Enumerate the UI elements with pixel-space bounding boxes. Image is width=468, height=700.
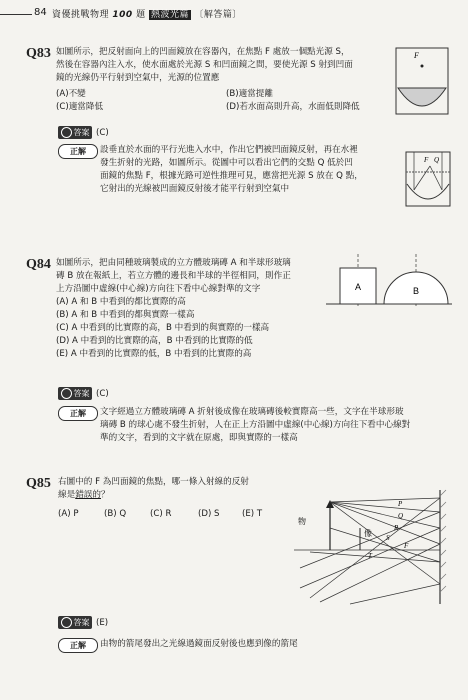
question-line: 右圖中的 F 為凹面鏡的焦點，哪一條入射線的反射	[58, 477, 249, 487]
rays	[300, 498, 440, 604]
option: (E) A 中看到的比實際的低，B 中看到的比實際的高	[56, 349, 252, 359]
option: (C)適當降低	[56, 102, 104, 112]
header-rule	[0, 14, 32, 15]
q85-figure	[290, 488, 460, 606]
book-title	[52, 7, 242, 20]
question-line: 如圖所示，把反射面向上的凹面鏡放在容器內，在焦點 F 處放一個點光源 S，	[56, 47, 350, 57]
page-number: 84	[34, 7, 47, 18]
answer-row	[58, 387, 109, 400]
option: (E) T	[242, 509, 263, 519]
question-line: 如圖所示，把由同種玻璃製成的立方體玻璃磚 A 和半球形玻璃	[56, 258, 291, 268]
ray-label-s: S	[386, 534, 390, 542]
option: (D)若水面高則升高，水面低則降低	[226, 102, 360, 112]
question-text	[56, 46, 386, 85]
explanation-line: 準的文字，看到的文字就在原處，即與實際的一樣高	[100, 433, 298, 443]
explanation-line: 它射出的光線被凹面鏡反射後才能平行射到空氣中	[100, 184, 290, 194]
book-title-tail: 題	[136, 10, 146, 20]
focus-label: F	[404, 542, 409, 550]
option: (A) A 和 B 中看到的都比實際的高	[56, 297, 186, 307]
q83-figure	[394, 44, 450, 116]
explanation	[100, 406, 460, 445]
question-line: 然後在容器內注入水，使水面處於光源 S 和凹面鏡之間，要使光源 S 射到凹面	[56, 60, 353, 70]
explanation-line: 設垂直於水面的平行光進入水中，作出它們被凹面鏡反射，再在水裡	[100, 145, 358, 155]
question-text	[56, 257, 356, 296]
explain-icon: 正解	[58, 144, 98, 159]
focus-label: F	[424, 156, 429, 164]
ray-label-p: P	[398, 500, 403, 508]
explanation-line: 發生折射的光路，如圖所示。從圖中可以看出它們的交點 Q 低於凹	[100, 158, 353, 168]
concave-mirror	[398, 88, 446, 106]
option: (B) Q	[104, 509, 127, 519]
question-line: 鏡的光線仍平行射到空氣中，光源的位置應	[56, 73, 220, 83]
explain-badge	[58, 638, 98, 653]
book-title-number: 100	[112, 10, 133, 20]
answer-value: (E)	[96, 617, 109, 628]
answer-icon: 答案	[58, 616, 92, 629]
q83-solution-figure	[404, 150, 452, 208]
section-label: 〔解答篇〕	[194, 10, 242, 20]
image-label: 像	[364, 529, 372, 538]
block-a-label: A	[355, 282, 362, 292]
mirror-hatching	[440, 490, 446, 592]
volume-chip: 熱波光篇	[150, 10, 189, 20]
focus-point	[421, 65, 424, 68]
explain-badge	[58, 406, 98, 421]
option: (D) S	[198, 509, 220, 519]
question-number: Q83	[26, 46, 51, 61]
explain-icon: 正解	[58, 406, 98, 421]
ray-label-t: T	[368, 552, 372, 560]
block-b-label: B	[413, 286, 420, 296]
explanation-line: 璃磚 B 的球心處不發生折射，人在正上方沿圖中虛線(中心線)方向往下看中心線對	[100, 420, 411, 430]
question-line: 上方沿圖中虛線(中心線)方向往下看中心線對準的文字	[56, 284, 261, 294]
explain-icon: 正解	[58, 638, 98, 653]
explanation-line: 面鏡的焦點 F，根據光路可逆性推理可見，應當把光源 S 放在 Q 點，	[100, 171, 363, 181]
question-text	[58, 476, 294, 502]
ray	[414, 166, 430, 190]
answer-row	[58, 616, 108, 629]
ray	[430, 166, 442, 190]
answer-icon: 答案	[58, 387, 92, 400]
explanation-line: 由物的箭尾發出之光線過鏡面反射後也應到像的箭尾	[100, 639, 298, 649]
option: (A) P	[58, 509, 79, 519]
option: (C) R	[150, 509, 172, 519]
ray-label-r: R	[394, 524, 399, 532]
answer-icon: 答案	[58, 126, 92, 139]
ray-label-q: Q	[398, 512, 404, 520]
answer-value: (C)	[96, 388, 109, 399]
book-title-text: 資優挑戰物理	[52, 10, 110, 20]
question-line: 線是錯誤的？	[58, 490, 110, 500]
q84-figure	[322, 254, 452, 308]
option: (D) A 中看到的比實際的高，B 中看到的比實際的低	[56, 336, 253, 346]
answer-value: (C)	[96, 127, 109, 138]
option: (B) A 和 B 中看到的都與實際一樣高	[56, 310, 195, 320]
explanation-line: 文字經過立方體玻璃磚 A 折射後成像在玻璃磚後較實際高一些，文字在半球形玻	[100, 407, 404, 417]
explanation	[100, 638, 440, 651]
question-number: Q84	[26, 257, 51, 272]
concave-mirror	[407, 184, 449, 199]
explanation	[100, 144, 400, 196]
option: (A)不變	[56, 89, 86, 99]
question-number: Q85	[26, 476, 51, 491]
question-line: 磚 B 放在報紙上，若立方體的邊長和半球的半徑相同，則作正	[56, 271, 291, 281]
q-label: Q	[434, 156, 440, 164]
option: (C) A 中看到的比實際的高，B 中看到的與實際的一樣高	[56, 323, 270, 333]
focus-label: F	[414, 51, 419, 60]
option: (B)適當提離	[226, 89, 273, 99]
explain-badge	[58, 144, 98, 159]
answer-row	[58, 126, 109, 139]
object-label: 物	[298, 517, 306, 526]
